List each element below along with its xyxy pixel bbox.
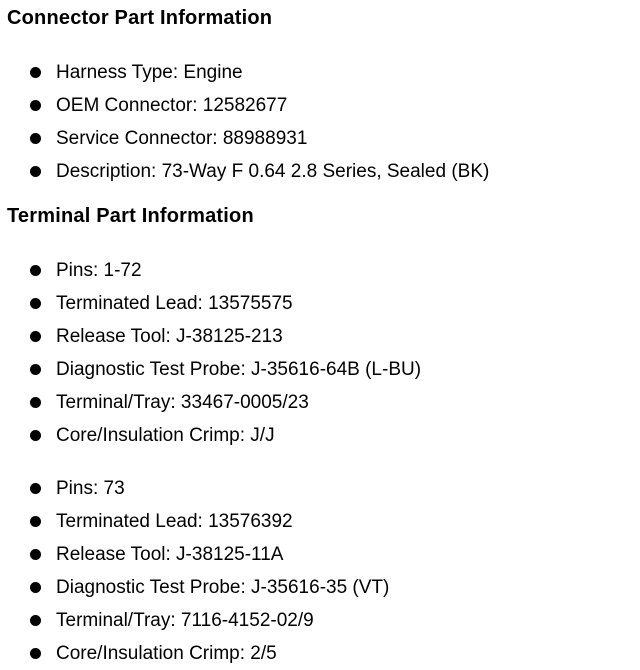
list-item [7,472,640,505]
list-item [7,419,640,452]
list-item-text: Core/Insulation Crimp: J/J [56,425,275,446]
terminal-part-information-heading: Terminal Part Information [7,205,254,227]
list-item-text: Pins: 73 [56,478,125,499]
bullet-icon [30,298,41,309]
bullet-icon [30,166,41,177]
list-item-text: Release Tool: J-38125-213 [56,326,283,347]
list-item [7,155,640,188]
list-item [7,353,640,386]
bullet-icon [30,516,41,527]
list-item-text: Service Connector: 88988931 [56,128,308,149]
list-item [7,320,640,353]
connector-info-list [7,56,640,188]
list-item [7,604,640,637]
list-item-text: Core/Insulation Crimp: 2/5 [56,643,277,664]
bullet-icon [30,331,41,342]
list-item-text: Pins: 1-72 [56,260,142,281]
list-item [7,287,640,320]
bullet-icon [30,549,41,560]
bullet-icon [30,364,41,375]
list-item [7,538,640,571]
list-item [7,254,640,287]
bullet-icon [30,100,41,111]
list-item [7,571,640,604]
list-item-text: Release Tool: J-38125-11A [56,544,284,565]
bullet-icon [30,67,41,78]
bullet-icon [30,430,41,441]
list-item-text: Diagnostic Test Probe: J-35616-64B (L-BU) [56,359,422,380]
bullet-icon [30,397,41,408]
terminal-info-list-group-1 [7,254,640,452]
list-item [7,386,640,419]
list-item [7,637,640,670]
bullet-icon [30,483,41,494]
list-item [7,505,640,538]
bullet-icon [30,582,41,593]
connector-part-information-heading: Connector Part Information [7,7,273,29]
bullet-icon [30,648,41,659]
list-item-text: Terminal/Tray: 7116-4152-02/9 [56,610,314,631]
list-item-text: Harness Type: Engine [56,62,243,83]
list-item [7,89,640,122]
bullet-icon [30,265,41,276]
bullet-icon [30,615,41,626]
list-item [7,56,640,89]
list-item-text: Terminal/Tray: 33467-0005/23 [56,392,309,413]
list-item-text: Description: 73-Way F 0.64 2.8 Series, Sealed (BK) [56,161,490,182]
list-item-text: Terminated Lead: 13576392 [56,511,293,532]
bullet-icon [30,133,41,144]
list-item-text: Terminated Lead: 13575575 [56,293,293,314]
list-item [7,122,640,155]
list-item-text: Diagnostic Test Probe: J-35616-35 (VT) [56,577,390,598]
list-item-text: OEM Connector: 12582677 [56,95,288,116]
terminal-info-list-group-2 [7,472,640,670]
